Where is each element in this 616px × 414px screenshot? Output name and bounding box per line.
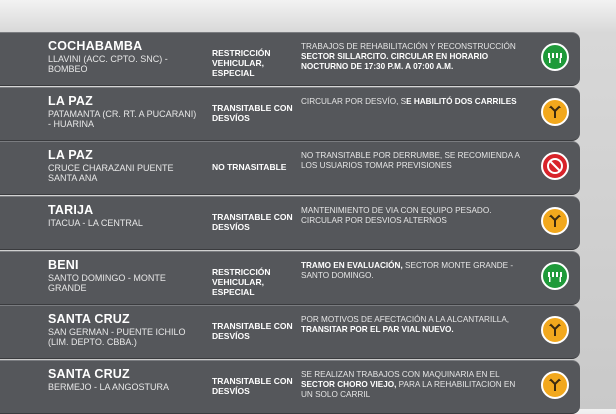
status-description xyxy=(301,151,529,171)
status-row xyxy=(0,141,580,195)
region-name: COCHABAMBA xyxy=(48,39,143,53)
status-label: TRANSITABLE CON DESVÍOS xyxy=(212,103,293,123)
status-row xyxy=(0,305,580,359)
description-text: PARA LA REHABILITACION EN UN SOLO CARRIL xyxy=(301,380,516,399)
description-highlight: SECTOR CHORO VIEJO, xyxy=(301,380,397,389)
description-highlight: TRANSITAR POR EL PAR VIAL NUEVO. xyxy=(301,325,454,334)
description-highlight: SECTOR SILLARCITO. CIRCULAR EN HORARIO NOCTURNO DE 17:30 P.M. A 07:00 A.M. xyxy=(301,52,489,71)
description-text: NO TRANSITABLE POR DERRUMBE, SE RECOMIENDA A LOS USUARIOS TOMAR PREVISIONES xyxy=(301,151,520,170)
region-name: LA PAZ xyxy=(48,148,93,162)
status-description xyxy=(301,97,529,107)
status-description xyxy=(301,261,529,281)
status-label: TRANSITABLE CON DESVÍOS xyxy=(212,212,293,232)
status-description xyxy=(301,370,529,400)
description-highlight: E HABILITÓ DOS CARRILES xyxy=(406,97,517,106)
status-row xyxy=(0,32,580,86)
route-name: LLAVINI (ACC. CPTO. SNC) - BOMBEO xyxy=(48,54,168,74)
region-name: SANTA CRUZ xyxy=(48,312,130,326)
no-entry-icon xyxy=(541,152,569,180)
route-name: SANTO DOMINGO - MONTE GRANDE xyxy=(48,273,166,293)
status-description xyxy=(301,206,529,226)
region-name: BENI xyxy=(48,258,79,272)
status-row xyxy=(0,360,580,414)
status-label: RESTRICCIÓN VEHICULAR, ESPECIAL xyxy=(212,48,271,78)
detour-icon xyxy=(541,316,569,344)
detour-icon xyxy=(541,371,569,399)
region-name: SANTA CRUZ xyxy=(48,367,130,381)
route-name: BERMEJO - LA ANGOSTURA xyxy=(48,382,170,392)
detour-icon xyxy=(541,98,569,126)
description-highlight: TRAMO EN EVALUACIÓN, xyxy=(301,261,403,270)
description-text: MANTENIMIENTO DE VIA CON EQUIPO PESADO. CIRCULAR POR DESVIOS ALTERNOS xyxy=(301,206,492,225)
restriction-icon xyxy=(541,262,569,290)
status-label: TRANSITABLE CON DESVÍOS xyxy=(212,376,293,396)
status-row xyxy=(0,196,580,250)
route-name: ITACUA - LA CENTRAL xyxy=(48,218,143,228)
status-label: TRANSITABLE CON DESVÍOS xyxy=(212,321,293,341)
region-name: TARIJA xyxy=(48,203,94,217)
description-text: SE REALIZAN TRABAJOS CON MAQUINARIA EN EL xyxy=(301,370,500,379)
route-name: PATAMANTA (CR. RT. A PUCARANI) - HUARINA xyxy=(48,109,197,129)
description-text: SECTOR MONTE GRANDE - SANTO DOMINGO. xyxy=(301,261,514,280)
status-label: RESTRICCIÓN VEHICULAR, ESPECIAL xyxy=(212,267,271,297)
detour-icon xyxy=(541,207,569,235)
status-description xyxy=(301,315,529,335)
status-description xyxy=(301,42,529,72)
route-name: CRUCE CHARAZANI PUENTE SANTA ANA xyxy=(48,163,174,183)
status-row xyxy=(0,87,580,141)
route-name: SAN GERMAN - PUENTE ICHILO (LIM. DEPTO. CBBA.) xyxy=(48,327,186,347)
status-row xyxy=(0,251,580,305)
restriction-icon xyxy=(541,43,569,71)
description-text: POR MOTIVOS DE AFECTACIÓN A LA ALCANTARILLA, xyxy=(301,315,510,324)
description-text: CIRCULAR POR DESVÍO, S xyxy=(301,97,407,106)
status-label: NO TRNASITABLE xyxy=(212,162,287,172)
description-text: TRABAJOS DE REHABILITACIÓN Y RECONSTRUCCIÓN xyxy=(301,42,516,51)
region-name: LA PAZ xyxy=(48,94,93,108)
